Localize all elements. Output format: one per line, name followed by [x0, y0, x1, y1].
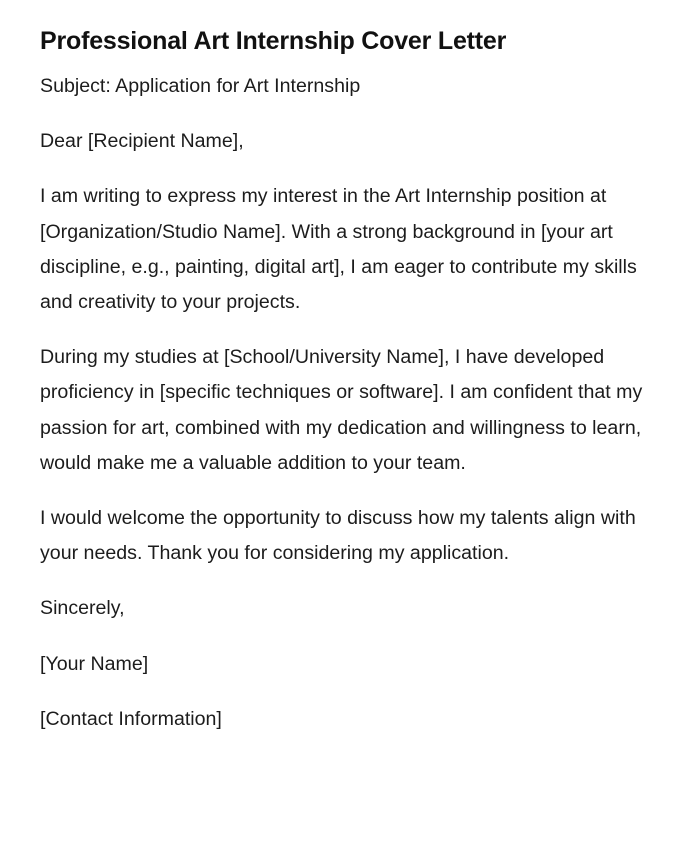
body-paragraph-1: I am writing to express my interest in the Art Internship position at [Organization/Studio Name]. With a strong background in [your art discipline, e.g., painting, digital art], I am eager to contribute my skills and creativity to your projects.: [40, 185, 637, 314]
body-paragraph-2: During my studies at [School/University Name], I have developed proficiency in [specific techniques or software]. I am confident that my passion for art, combined with my dedication and willingness to learn, would make me a valuable addition to your team.: [40, 346, 643, 474]
body-paragraph-3: I would welcome the opportunity to discuss how my talents align with your needs. Thank you for considering my application.: [40, 507, 636, 565]
signature-name: [Your Name]: [40, 652, 149, 675]
closing: Sincerely,: [40, 597, 125, 620]
salutation: Dear [Recipient Name],: [40, 130, 244, 153]
subject-line: Subject: Application for Art Internship: [40, 75, 361, 97]
contact-information: [Contact Information]: [40, 707, 222, 730]
page-title: Professional Art Internship Cover Letter: [40, 27, 507, 55]
